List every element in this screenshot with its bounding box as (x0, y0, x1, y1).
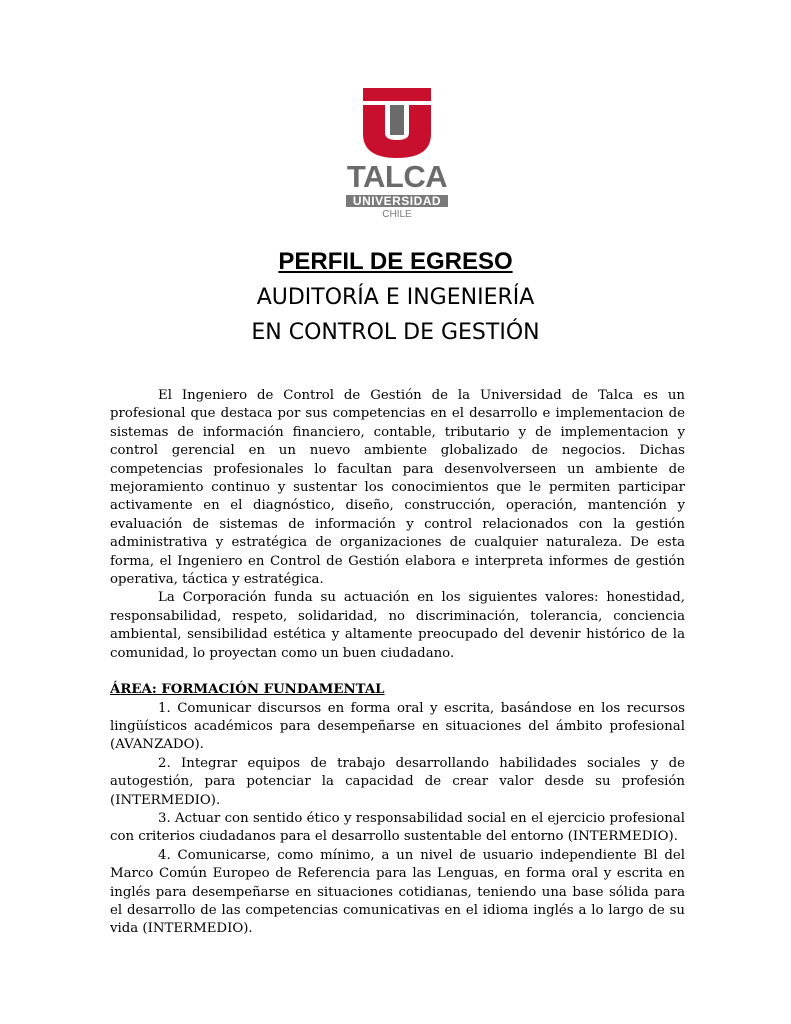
subtitle-line-1: AUDITORÍA E INGENIERÍA (256, 285, 535, 310)
competency-item: 2. Integrar equipos de trabajo desarrollando habilidades sociales y de autogestión, para potenciar la capacidad de crear valor desde su profesión (INTERMEDIO). (110, 755, 685, 808)
logo-u-icon (343, 88, 451, 160)
logo-country: CHILE (382, 209, 412, 220)
logo-subtitle: UNIVERSIDAD (346, 195, 448, 207)
competency-item: 1. Comunicar discursos en forma oral y escrita, basándose en los recursos lingüísticos académicos para desempeñarse en situaciones del ámbito profesional (AVANZADO). (110, 700, 685, 753)
page-title: PERFIL DE EGRESO (278, 248, 513, 275)
competency-item: 3. Actuar con sentido ético y responsabilidad social en el ejercicio profesional con criterios ciudadanos para el desarrollo sustentable del entorno (INTERMEDIO). (110, 810, 685, 845)
document-body (110, 387, 685, 939)
subtitle-line-2: EN CONTROL DE GESTIÓN (251, 320, 540, 345)
logo-name: TALCA (346, 159, 448, 194)
university-logo (343, 88, 451, 220)
competency-item: 4. Comunicarse, como mínimo, a un nivel de usuario independiente Bl del Marco Común Europeo de Referencia para las Lenguas, en forma oral y escrita en inglés para desempeñarse en situaciones cotidianas, teniendo una base sólida para el desarrollo de las competencias comunicativas en el idioma inglés a lo largo de su vida (INTERMEDIO). (110, 847, 685, 937)
values-paragraph: La Corporación funda su actuación en los siguientes valores: honestidad, responsabilidad, respeto, solidaridad, no discriminación, tolerancia, conciencia ambiental, sensibilidad estética y altamente preocupado del devenir histórico de la comunidad, lo proyectan como un buen ciudadano. (110, 590, 685, 661)
intro-paragraph: El Ingeniero de Control de Gestión de la Universidad de Talca es un profesional que destaca por sus competencias en el desarrollo e implementacion de sistemas de información financiero, contable, tributario y de implementacion y control gerencial en un nuevo ambiente globalizado de negocios. Dichas competencias profesionales lo facultan para desenvolverseen un ambiente de mejoramiento continuo y sustentar los conocimientos que le permiten participar activamente en el diagnóstico, diseño, construcción, operación, mantención y evaluación de sistemas de información y control relacionados con la gestión administrativa y estratégica de organizaciones de cualquier naturaleza. De esta forma, el Ingeniero en Control de Gestión elabora e interpreta informes de gestión operativa, táctica y estratégica. (110, 388, 685, 588)
section-heading: ÁREA: FORMACIÓN FUNDAMENTAL (110, 682, 385, 698)
